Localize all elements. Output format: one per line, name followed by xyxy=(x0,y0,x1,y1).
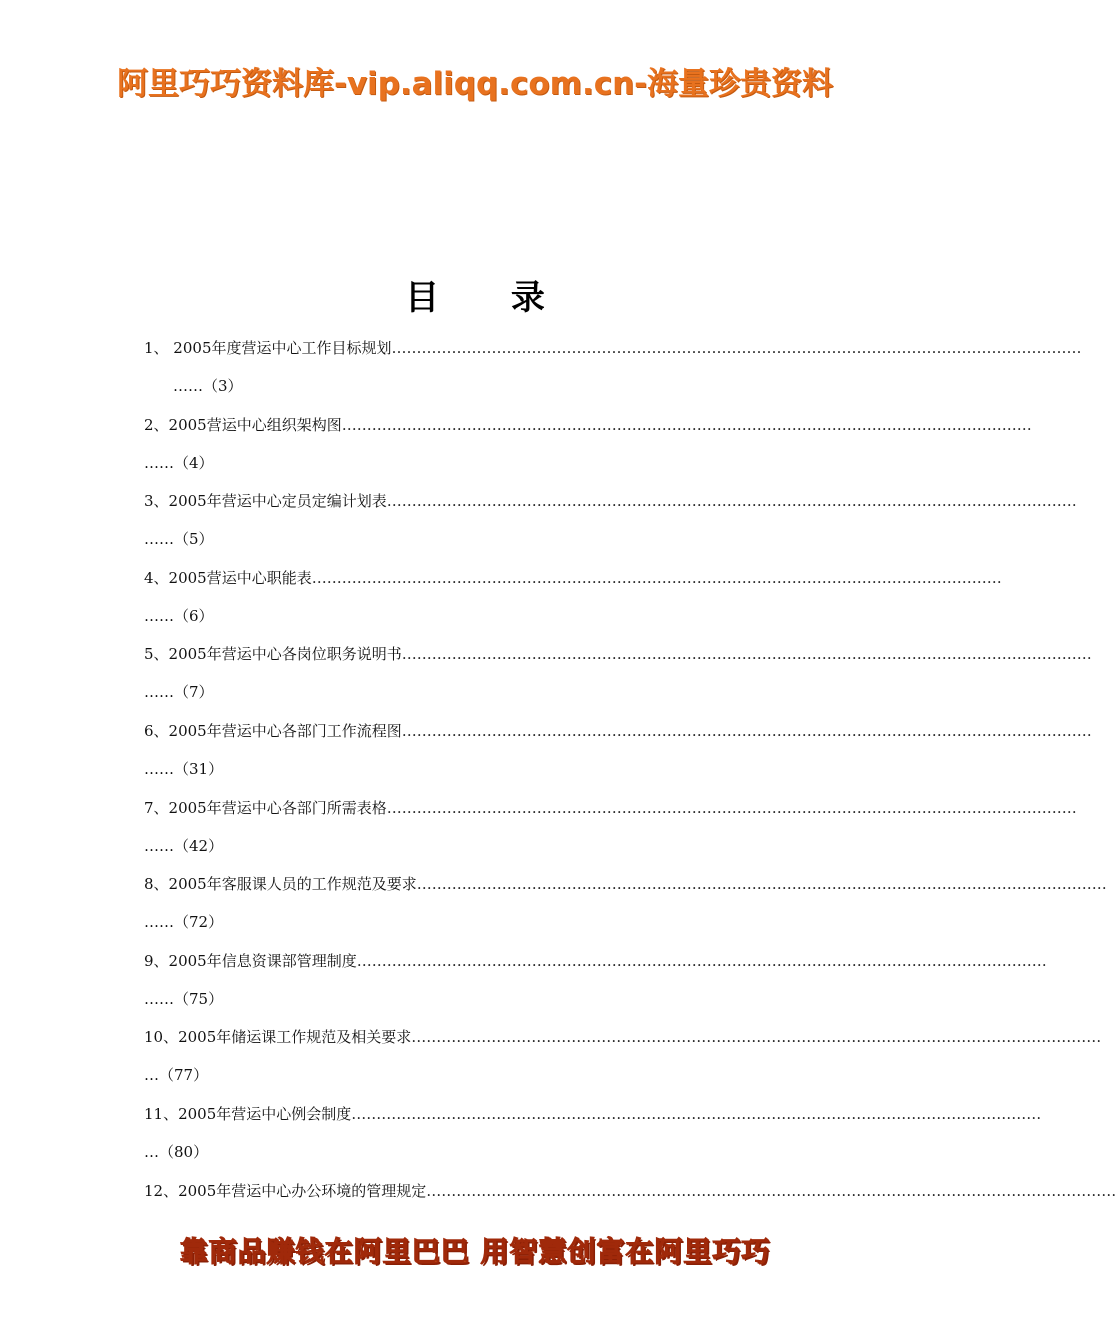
toc-leader: ………………………………………………………………………………………………………………………… xyxy=(386,798,1077,817)
toc-entry-3 xyxy=(144,486,1077,563)
toc-leader: ………………………………………………………………………………………………………………………… xyxy=(401,645,1092,664)
toc-leader: ………………………………………………………………………………………………………………………… xyxy=(311,568,1002,587)
toc-entry-title: 1、 2005年度营运中心工作目标规划 xyxy=(144,339,392,357)
toc-entry-title: 7、2005年营运中心各部门所需表格 xyxy=(144,798,387,817)
toc-leader: ………………………………………………………………………………………………………………………… xyxy=(356,951,1047,970)
toc-entry-page: ……（42） xyxy=(144,836,224,855)
toc-entry-title: 10、2005年储运课工作规范及相关要求 xyxy=(144,1028,412,1047)
toc-entry-title: 11、2005年营运中心例会制度 xyxy=(144,1104,352,1123)
toc-entry-title: 5、2005年营运中心各岗位职务说明书 xyxy=(144,645,402,664)
footer-banner: 靠商品赚钱在阿里巴巴 用智慧创富在阿里巧巧 xyxy=(179,1235,771,1268)
toc-entry-10 xyxy=(144,1022,1102,1099)
toc-entry-title: 2、2005营运中心组织架构图 xyxy=(144,415,342,434)
toc-leader: ………………………………………………………………………………………………………………………… xyxy=(351,1104,1042,1123)
toc-entry-page: ……（72） xyxy=(144,913,224,932)
toc-leader: ………………………………………………………………………………………………………………………… xyxy=(416,875,1107,894)
toc-entry-title: 12、2005年营运中心办公环境的管理规定 xyxy=(144,1181,427,1200)
toc-entry-page: ……（7） xyxy=(144,683,214,702)
toc-entry-7 xyxy=(144,793,1077,870)
toc-entry-2 xyxy=(144,410,1032,487)
toc-entry-title: 9、2005年信息资课部管理制度 xyxy=(144,951,357,970)
toc-entry-1 xyxy=(144,333,1082,410)
toc-entry-page: ……（6） xyxy=(144,606,214,625)
toc-entry-6 xyxy=(144,716,1092,793)
toc-entry-title: 6、2005年营运中心各部门工作流程图 xyxy=(144,721,402,740)
toc-entry-page: ……（4） xyxy=(144,453,214,472)
toc-entry-9 xyxy=(144,946,1047,1023)
toc-entry-page: ……（5） xyxy=(144,530,214,549)
toc-title: 目 录 xyxy=(405,278,575,318)
toc-entry-page: ……（31） xyxy=(144,759,224,778)
toc-list xyxy=(144,333,1116,1252)
toc-leader: ………………………………………………………………………………………………………………………… xyxy=(386,492,1077,511)
toc-leader: ………………………………………………………………………………………………………………………… xyxy=(411,1028,1102,1047)
toc-entry-page: ……（3） xyxy=(173,377,243,395)
toc-leader: ………………………………………………………………………………………………………………………… xyxy=(391,339,1082,357)
toc-entry-4 xyxy=(144,563,1002,640)
toc-entry-title: 4、2005营运中心职能表 xyxy=(144,568,312,587)
toc-entry-11 xyxy=(144,1099,1042,1176)
toc-entry-5 xyxy=(144,639,1092,716)
toc-leader: ………………………………………………………………………………………………………………………… xyxy=(426,1181,1116,1200)
toc-entry-page: …（80） xyxy=(144,1142,209,1161)
toc-entry-page: ……（75） xyxy=(144,989,224,1008)
toc-entry-title: 8、2005年客服课人员的工作规范及要求 xyxy=(144,875,417,894)
toc-entry-page: …（77） xyxy=(144,1066,209,1085)
toc-leader: ………………………………………………………………………………………………………………………… xyxy=(401,721,1092,740)
toc-leader: ………………………………………………………………………………………………………………………… xyxy=(341,415,1032,434)
toc-entry-8 xyxy=(144,869,1107,946)
header-banner: 阿里巧巧资料库-vip.aliqq.com.cn-海量珍贵资料 xyxy=(116,66,834,102)
toc-entry-title: 3、2005年营运中心定员定编计划表 xyxy=(144,492,387,511)
